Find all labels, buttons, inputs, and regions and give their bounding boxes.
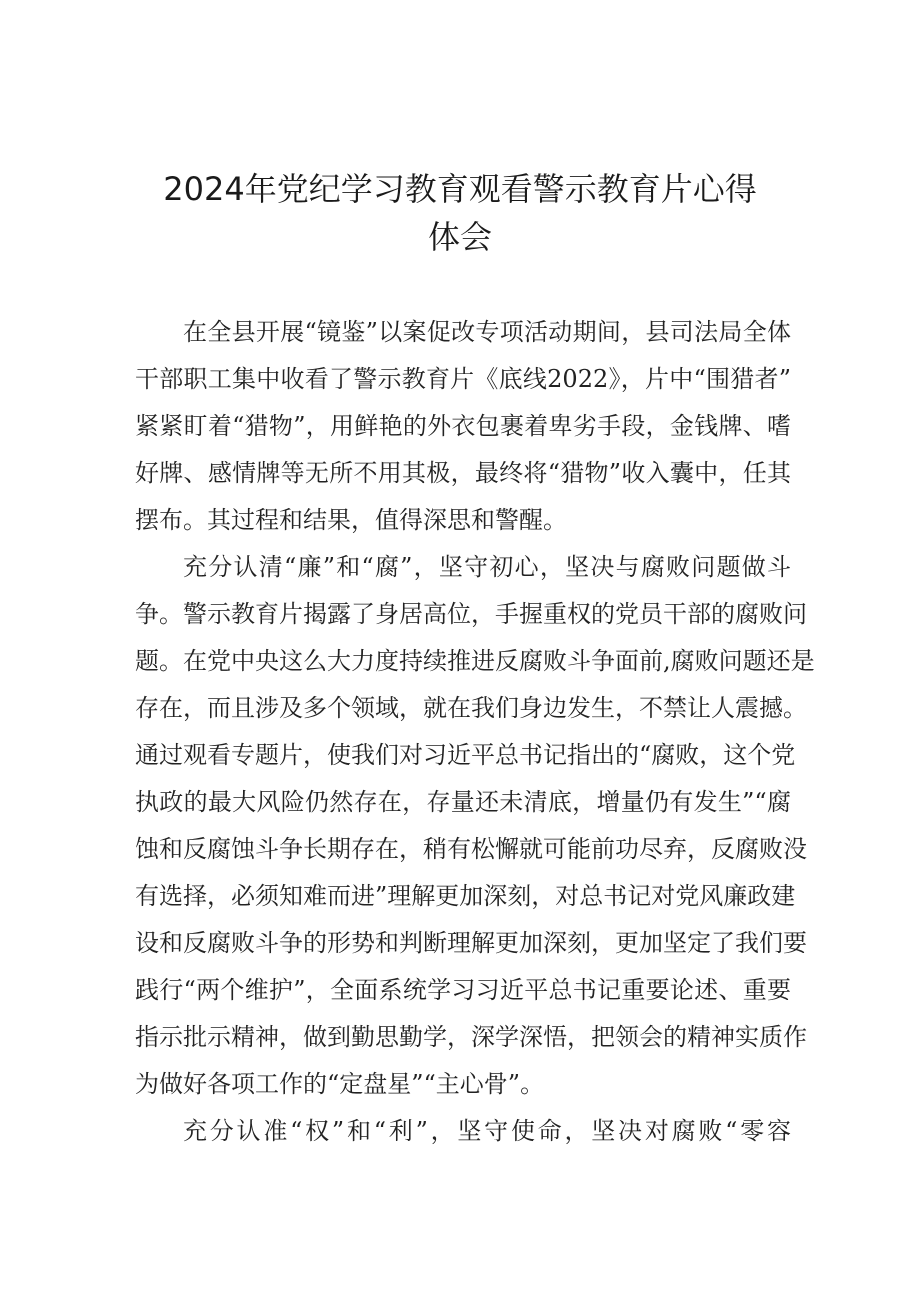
body-line: 紧紧盯着“猎物”，用鲜艳的外衣包裹着卑劣手段，金钱牌、嗜 bbox=[135, 412, 791, 440]
document-title bbox=[140, 165, 780, 261]
body-line: 充分认清“廉”和“腐”，坚守初心，坚决与腐败问题做斗 bbox=[183, 553, 791, 581]
body-line: 好牌、感情牌等无所不用其极，最终将“猎物”收入囊中，任其 bbox=[135, 459, 791, 487]
body-line: 摆布。其过程和结果，值得深思和警醒。 bbox=[135, 506, 567, 534]
body-line: 充分认准“权”和“利”，坚守使命，坚决对腐败“零容 bbox=[183, 1117, 791, 1145]
body-line: 践行“两个维护”，全面系统学习习近平总书记重要论述、重要 bbox=[135, 976, 791, 1004]
body-line: 在全县开展“镜鉴”以案促改专项活动期间，县司法局全体 bbox=[183, 318, 791, 346]
body-line: 争。警示教育片揭露了身居高位，手握重权的党员干部的腐败问 bbox=[135, 600, 807, 628]
document-body bbox=[135, 309, 815, 1155]
body-line: 有选择，必须知难而进”理解更加深刻，对总书记对党风廉政建 bbox=[135, 882, 796, 910]
body-line: 题。在党中央这么大力度持续推进反腐败斗争面前,腐败问题还是 bbox=[135, 647, 815, 675]
body-line: 通过观看专题片，使我们对习近平总书记指出的“腐败，这个党 bbox=[135, 741, 796, 769]
title-line-1: 2024年党纪学习教育观看警示教育片心得 bbox=[163, 170, 757, 208]
body-line: 存在，而且涉及多个领域，就在我们身边发生，不禁让人震撼。 bbox=[135, 694, 807, 722]
body-line: 为做好各项工作的“定盘星”“主心骨”。 bbox=[135, 1070, 545, 1098]
body-line: 执政的最大风险仍然存在，存量还未清底，增量仍有发生”“腐 bbox=[135, 788, 791, 816]
body-line: 蚀和反腐蚀斗争长期存在，稍有松懈就可能前功尽弃，反腐败没 bbox=[135, 835, 807, 863]
body-line: 设和反腐败斗争的形势和判断理解更加深刻，更加坚定了我们要 bbox=[135, 929, 807, 957]
body-line: 指示批示精神，做到勤思勤学，深学深悟，把领会的精神实质作 bbox=[135, 1023, 807, 1051]
body-line: 干部职工集中收看了警示教育片《底线2022》，片中“围猎者” bbox=[135, 365, 791, 393]
title-line-2: 体会 bbox=[427, 218, 492, 256]
